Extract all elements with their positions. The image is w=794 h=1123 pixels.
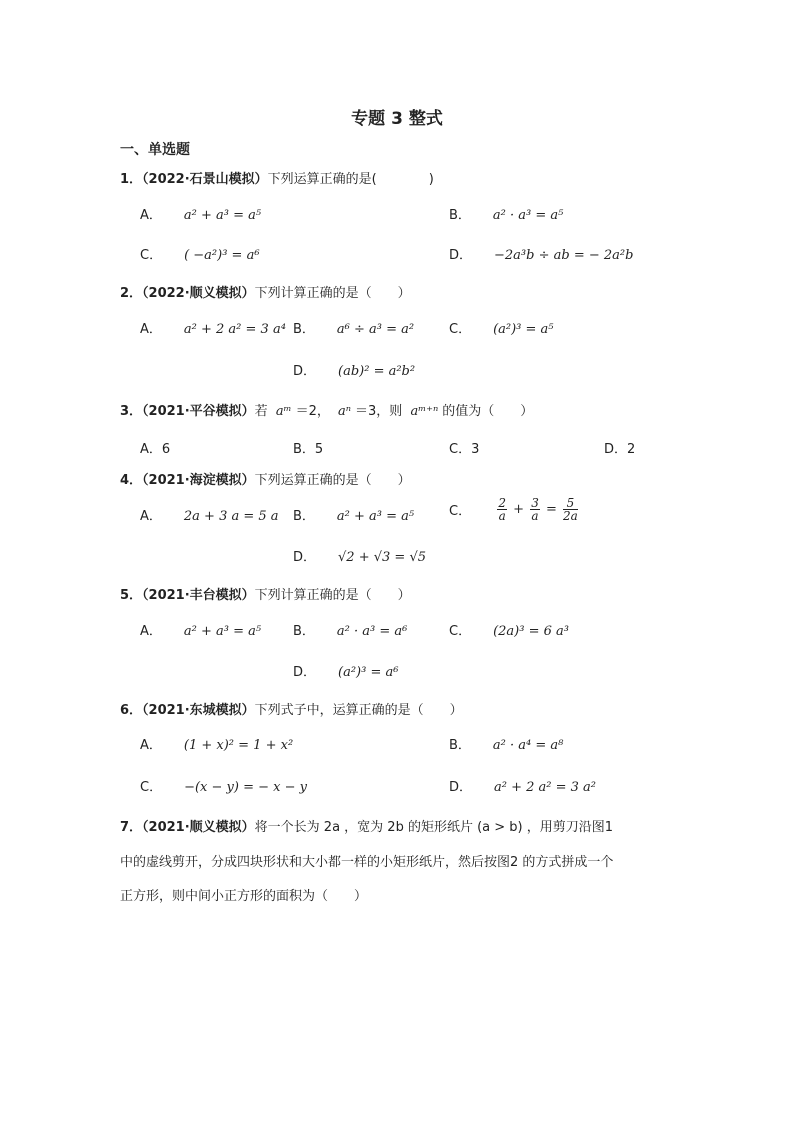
q4-option-d[interactable] bbox=[293, 546, 426, 565]
question-5 bbox=[120, 584, 411, 603]
option-expression: 2a + 3 a = 5 a bbox=[183, 509, 279, 524]
option-expression: a² + 2 a² = 3 a² bbox=[494, 780, 597, 795]
fraction bbox=[530, 497, 540, 522]
option-label: B． bbox=[293, 624, 315, 639]
question-number: 7． bbox=[120, 820, 143, 835]
option-expression: a² · a⁴ = a⁸ bbox=[492, 738, 564, 753]
q3-option-d[interactable]: D．2 bbox=[604, 442, 636, 457]
question-stem-part: ＝2， bbox=[295, 404, 330, 419]
question-source: （2021·平谷模拟） bbox=[142, 404, 255, 419]
question-stem: 下列运算正确的是（ ） bbox=[254, 473, 411, 488]
q1-option-d[interactable] bbox=[449, 244, 633, 263]
section-heading: 一、单选题 bbox=[120, 142, 190, 158]
question-text-line-1: 将一个长为 2a ，宽为 2b 的矩形纸片 (a > b) ，用剪刀沿图1 bbox=[254, 820, 614, 835]
option-label: A． bbox=[140, 738, 162, 753]
option-expression: a² + a³ = a⁵ bbox=[183, 208, 262, 223]
math-expression: aⁿ bbox=[337, 404, 352, 419]
q3-option-c[interactable]: C．3 bbox=[449, 442, 480, 457]
question-source: （2021·东城模拟） bbox=[142, 703, 255, 718]
question-number: 4． bbox=[120, 473, 143, 488]
option-expression: √2 + √3 = √5 bbox=[338, 550, 426, 565]
equals-sign: = bbox=[545, 502, 557, 517]
q3-option-b[interactable]: B．5 bbox=[293, 442, 324, 457]
option-expression: (2a)³ = 6 a³ bbox=[493, 624, 569, 639]
option-label: C． bbox=[449, 322, 472, 337]
q3-option-a[interactable]: A．6 bbox=[140, 442, 171, 457]
option-label: D． bbox=[293, 665, 317, 680]
q6-option-a[interactable] bbox=[140, 734, 293, 753]
question-7-line-2: 中的虚线剪开，分成四块形状和大小都一样的小矩形纸片，然后按图2 的方式拼成一个 bbox=[120, 855, 614, 870]
q5-option-a[interactable] bbox=[140, 620, 261, 639]
question-7 bbox=[120, 816, 680, 835]
option-label: B． bbox=[293, 509, 315, 524]
q2-option-a[interactable] bbox=[140, 318, 286, 337]
option-expression: a² · a³ = a⁶ bbox=[336, 624, 408, 639]
question-4 bbox=[120, 469, 411, 488]
denominator: 2a bbox=[563, 509, 578, 523]
option-expression: a² · a³ = a⁵ bbox=[492, 208, 564, 223]
numerator: 2 bbox=[498, 496, 506, 510]
option-label: B． bbox=[293, 322, 315, 337]
question-source: （2021·海淀模拟） bbox=[142, 473, 255, 488]
option-label: A． bbox=[140, 624, 162, 639]
math-expression: aᵐ⁺ⁿ bbox=[410, 404, 439, 419]
option-label: B． bbox=[449, 738, 471, 753]
question-stem: 下列运算正确的是( ) bbox=[267, 172, 434, 187]
option-expression: (ab)² = a²b² bbox=[338, 364, 416, 379]
q5-option-d[interactable] bbox=[293, 661, 398, 680]
math-expression: aᵐ bbox=[275, 404, 292, 419]
option-expression: a⁶ ÷ a³ = a² bbox=[336, 322, 415, 337]
option-label: D． bbox=[449, 248, 473, 263]
fraction bbox=[563, 497, 578, 522]
question-stem-part: 的值为（ ） bbox=[442, 404, 534, 419]
question-6 bbox=[120, 699, 463, 718]
option-label: A． bbox=[140, 322, 162, 337]
option-expression: a² + a³ = a⁵ bbox=[183, 624, 262, 639]
option-expression: (a²)³ = a⁶ bbox=[338, 665, 399, 680]
q1-option-c[interactable] bbox=[140, 244, 260, 263]
question-source: （2022·顺义模拟） bbox=[142, 286, 255, 301]
q2-option-b[interactable] bbox=[293, 318, 414, 337]
question-number: 2． bbox=[120, 286, 143, 301]
option-label: D． bbox=[293, 550, 317, 565]
numerator: 3 bbox=[531, 496, 539, 510]
question-number: 1． bbox=[120, 172, 143, 187]
q6-option-c[interactable] bbox=[140, 776, 307, 795]
question-1 bbox=[120, 168, 434, 187]
q5-option-c[interactable] bbox=[449, 620, 569, 639]
question-number: 6． bbox=[120, 703, 143, 718]
option-label: C． bbox=[449, 624, 472, 639]
option-expression: −(x − y) = − x − y bbox=[184, 780, 307, 795]
question-stem: 下列式子中，运算正确的是（ ） bbox=[254, 703, 463, 718]
option-expression: (1 + x)² = 1 + x² bbox=[183, 738, 294, 753]
question-source: （2021·顺义模拟） bbox=[142, 820, 255, 835]
q5-option-b[interactable] bbox=[293, 620, 407, 639]
denominator: a bbox=[531, 509, 539, 523]
option-expression: a² + 2 a² = 3 a⁴ bbox=[183, 322, 286, 337]
option-label: A． bbox=[140, 208, 162, 223]
question-3 bbox=[120, 400, 533, 419]
question-source: （2021·丰台模拟） bbox=[142, 588, 255, 603]
question-stem: 下列计算正确的是（ ） bbox=[254, 588, 411, 603]
option-label: A． bbox=[140, 509, 162, 524]
option-expression: a² + a³ = a⁵ bbox=[336, 509, 415, 524]
question-2 bbox=[120, 282, 411, 301]
question-number: 3． bbox=[120, 404, 143, 419]
question-stem-part: ＝3，则 bbox=[355, 404, 403, 419]
option-label: C． bbox=[449, 504, 472, 519]
q4-option-c[interactable] bbox=[449, 497, 580, 522]
denominator: a bbox=[498, 509, 506, 523]
q6-option-d[interactable] bbox=[449, 776, 596, 795]
q1-option-a[interactable] bbox=[140, 204, 261, 223]
question-source: （2022·石景山模拟） bbox=[142, 172, 268, 187]
question-number: 5． bbox=[120, 588, 143, 603]
option-label: D． bbox=[293, 364, 317, 379]
question-7-line-3: 正方形，则中间小正方形的面积为（ ） bbox=[120, 889, 368, 904]
numerator: 5 bbox=[563, 497, 578, 510]
q4-option-b[interactable] bbox=[293, 505, 414, 524]
option-label: B． bbox=[449, 208, 471, 223]
q4-option-a[interactable] bbox=[140, 505, 279, 524]
fraction bbox=[497, 497, 507, 522]
q6-option-b[interactable] bbox=[449, 734, 563, 753]
q2-option-d[interactable] bbox=[293, 360, 415, 379]
option-label: C． bbox=[140, 780, 163, 795]
option-expression: (a²)³ = a⁵ bbox=[493, 322, 554, 337]
q1-option-b[interactable] bbox=[449, 204, 563, 223]
question-stem: 下列计算正确的是（ ） bbox=[254, 286, 411, 301]
option-expression: −2a³b ÷ ab = − 2a²b bbox=[494, 248, 634, 263]
plus-sign: + bbox=[513, 502, 525, 517]
page-title: 专题 3 整式 bbox=[351, 109, 443, 129]
option-expression: ( −a²)³ = a⁶ bbox=[184, 248, 260, 263]
q2-option-c[interactable] bbox=[449, 318, 554, 337]
option-label: C． bbox=[140, 248, 163, 263]
question-stem-part: 若 bbox=[254, 404, 268, 419]
option-label: D． bbox=[449, 780, 473, 795]
